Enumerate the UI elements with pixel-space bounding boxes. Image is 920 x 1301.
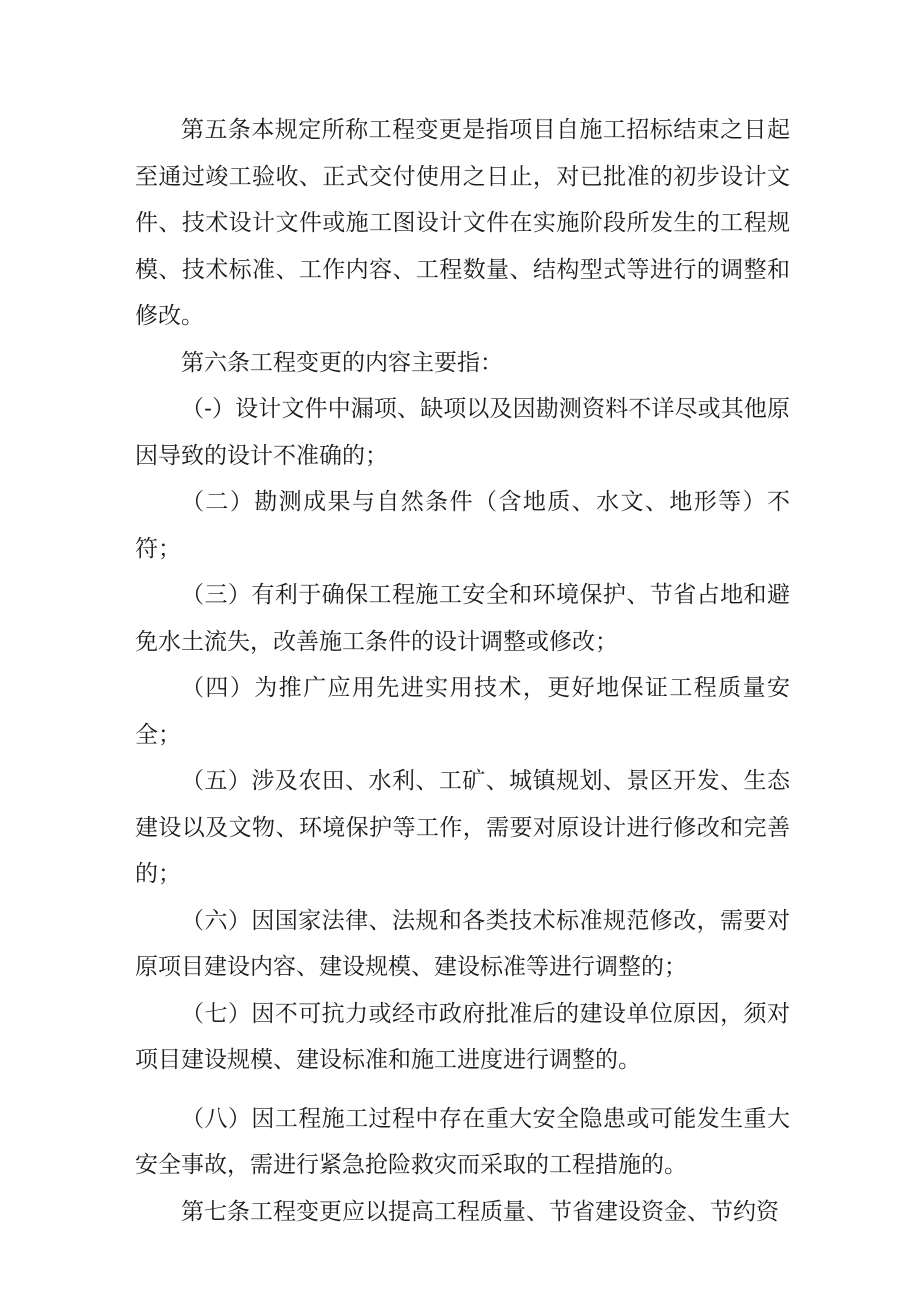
article-6-item-3: （三）有利于确保工程施工安全和环境保护、节省占地和避免水土流失，改善施工条件的设计调整或修改； xyxy=(135,582,790,655)
article-6-item-6: （六）因国家法律、法规和各类技术标准规范修改，需要对原项目建设内容、建设规模、建设标准等进行调整的； xyxy=(135,907,790,980)
article-6-item-1: （-）设计文件中漏项、缺项以及因勘测资料不详尽或其他原因导致的设计不准确的； xyxy=(135,396,790,469)
article-6-item-8: （八）因工程施工过程中存在重大安全隐患或可能发生重大安全事故，需进行紧急抢险救灾而采取的工程措施的。 xyxy=(135,1105,790,1178)
article-6-item-5: （五）涉及农田、水利、工矿、城镇规划、景区开发、生态建设以及文物、环境保护等工作，需要对原设计进行修改和完善的； xyxy=(135,768,790,887)
article-7-paragraph: 第七条工程变更应以提高工程质量、节省建设资金、节约资 xyxy=(181,1198,779,1225)
article-6-item-2: （二）勘测成果与自然条件（含地质、水文、地形等）不符； xyxy=(135,489,790,562)
document-body xyxy=(135,107,790,1235)
article-6-item-4: （四）为推广应用先进实用技术，更好地保证工程质量安全； xyxy=(135,675,790,748)
article-5-paragraph: 第五条本规定所称工程变更是指项目自施工招标结束之日起至通过竣工验收、正式交付使用之日止，对已批准的初步设计文件、技术设计文件或施工图设计文件在实施阶段所发生的工程规模、技术标准、工作内容、工程数量、结构型式等进行的调整和修改。 xyxy=(135,117,790,329)
article-6-heading: 第六条工程变更的内容主要指： xyxy=(181,349,503,376)
article-6-item-7: （七）因不可抗力或经市政府批准后的建设单位原因，须对项目建设规模、建设标准和施工进度进行调整的。 xyxy=(135,1000,790,1073)
